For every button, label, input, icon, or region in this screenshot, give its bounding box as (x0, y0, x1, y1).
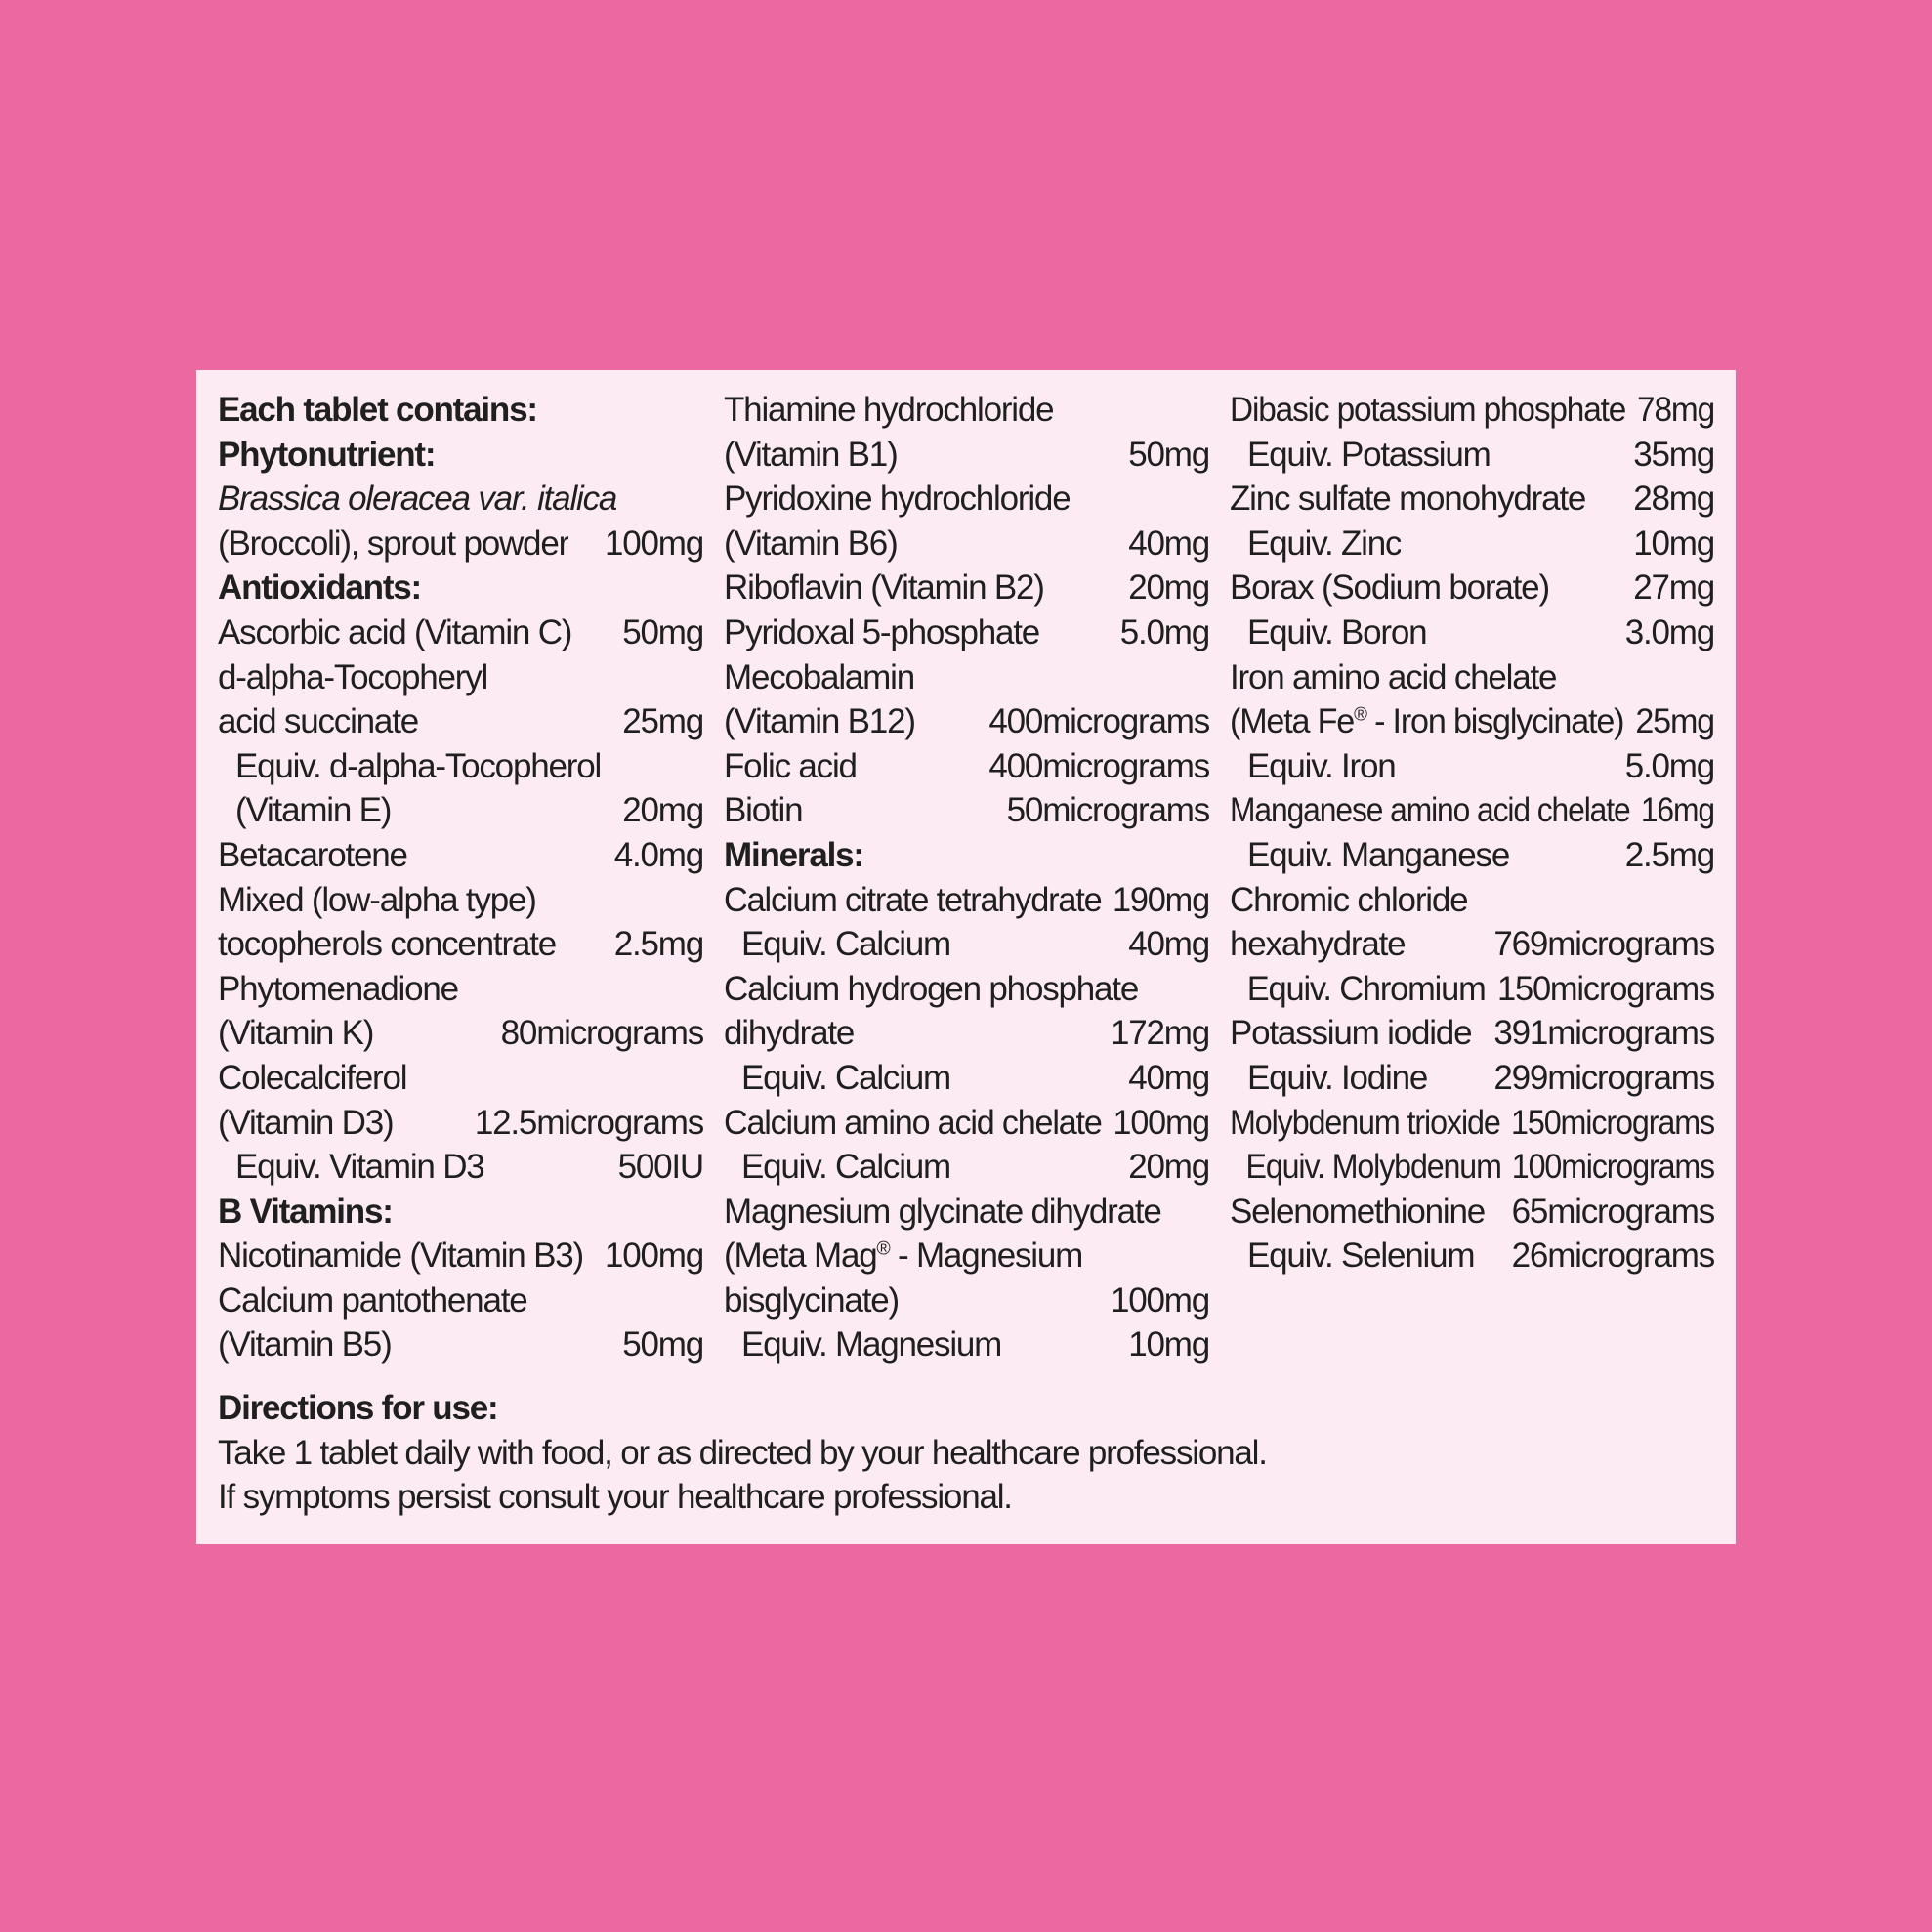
ingredient-name: (Vitamin D3) (218, 1103, 394, 1142)
ingredient-row (724, 566, 1209, 610)
ingredient-name: (Meta Fe® - Iron bisglycinate) (1230, 702, 1624, 741)
ingredient-row (1230, 522, 1714, 567)
ingredient-row (1230, 788, 1714, 833)
ingredient-amount: 100mg (1113, 1103, 1209, 1142)
ingredient-amount: 100micrograms (1511, 1148, 1714, 1187)
directions-text-1: Take 1 tablet daily with food, or as directed by your healthcare professional. (218, 1433, 1267, 1472)
ingredient-row (218, 1101, 703, 1146)
ingredient-row (218, 1056, 703, 1101)
ingredient-name: (Meta Mag® - Magnesium (724, 1237, 1083, 1276)
ingredient-row (1230, 967, 1714, 1012)
ingredient-row (724, 1279, 1209, 1323)
ingredient-name: Equiv. Manganese (1247, 835, 1510, 874)
ingredient-name: Equiv. Calcium (741, 1058, 951, 1097)
ingredient-row (724, 610, 1209, 655)
ingredient-name: Equiv. Calcium (741, 1148, 951, 1187)
ingredient-name: Betacarotene (218, 835, 407, 874)
section-heading-text: Each tablet contains: (218, 391, 537, 429)
ingredient-row (218, 655, 703, 700)
ingredient-amount: 299micrograms (1493, 1058, 1714, 1097)
ingredient-name: Equiv. Zinc (1247, 524, 1402, 563)
ingredient-row (1230, 477, 1714, 522)
ingredient-name: Folic acid (724, 746, 857, 785)
directions-line-2 (218, 1475, 1714, 1520)
ingredient-row (1230, 1011, 1714, 1056)
section-heading-text: B Vitamins: (218, 1192, 393, 1231)
ingredient-amount: 78mg (1637, 391, 1714, 429)
ingredient-amount: 10mg (1633, 524, 1714, 563)
ingredient-name: Selenomethionine (1230, 1192, 1486, 1231)
ingredient-row (1230, 833, 1714, 878)
ingredient-amount: 40mg (1128, 925, 1209, 964)
ingredient-name: Biotin (724, 791, 803, 830)
ingredient-amount: 16mg (1640, 791, 1714, 830)
ingredient-row (218, 922, 703, 967)
ingredient-amount: 26micrograms (1511, 1237, 1714, 1276)
ingredient-amount: 769micrograms (1493, 925, 1714, 964)
ingredient-row (724, 477, 1209, 522)
ingredient-name: Calcium citrate tetrahydrate (724, 880, 1102, 919)
ingredient-row (1230, 610, 1714, 655)
ingredient-name: Magnesium glycinate dihydrate (724, 1192, 1161, 1231)
ingredient-name: Mecobalamin (724, 657, 914, 696)
ingredient-name: (Vitamin K) (218, 1014, 374, 1053)
ingredient-name: Manganese amino acid chelate (1230, 791, 1630, 830)
ingredient-name: Phytomenadione (218, 969, 458, 1008)
directions-line-1 (218, 1431, 1714, 1476)
ingredient-row (724, 1190, 1209, 1235)
directions-heading (218, 1386, 1714, 1431)
ingredient-amount: 80micrograms (500, 1014, 703, 1053)
ingredient-amount: 28mg (1633, 480, 1714, 519)
ingredient-name: Pyridoxine hydrochloride (724, 480, 1071, 519)
ingredient-name: dihydrate (724, 1014, 855, 1053)
directions-text-2: If symptoms persist consult your healthcare professional. (218, 1478, 1012, 1517)
ingredient-name: Calcium amino acid chelate (724, 1103, 1102, 1142)
ingredient-amount: 100mg (604, 524, 703, 563)
ingredient-name: Iron amino acid chelate (1230, 657, 1557, 696)
ingredient-row (724, 1145, 1209, 1190)
ingredient-row (724, 433, 1209, 478)
ingredient-amount: 3.0mg (1624, 612, 1714, 651)
ingredients-panel (196, 370, 1736, 1544)
ingredient-row (724, 1056, 1209, 1101)
ingredient-name: Equiv. Calcium (741, 925, 951, 964)
ingredient-name: Mixed (low-alpha type) (218, 880, 536, 919)
ingredient-name: Brassica oleracea var. italica (218, 480, 617, 519)
ingredient-amount: 4.0mg (613, 835, 703, 874)
section-heading-text: Antioxidants: (218, 568, 422, 608)
ingredient-row (724, 878, 1209, 923)
ingredient-name: Equiv. Chromium (1246, 969, 1486, 1008)
ingredient-row (1230, 922, 1714, 967)
ingredient-amount: 20mg (1128, 568, 1209, 608)
ingredient-amount: 5.0mg (1624, 746, 1714, 785)
ingredient-amount: 20mg (1128, 1148, 1209, 1187)
ingredient-amount: 27mg (1633, 568, 1714, 608)
ingredient-amount: 50mg (1128, 435, 1209, 474)
ingredient-row (218, 788, 703, 833)
ingredient-amount: 50micrograms (1006, 791, 1209, 830)
ingredient-name: Riboflavin (Vitamin B2) (724, 568, 1044, 608)
ingredient-name: acid succinate (218, 702, 418, 741)
ingredient-amount: 400micrograms (988, 702, 1209, 741)
directions-section (218, 1386, 1714, 1520)
ingredient-amount: 12.5micrograms (474, 1103, 703, 1142)
ingredient-name: bisglycinate) (724, 1281, 899, 1320)
ingredient-amount: 65micrograms (1511, 1192, 1714, 1231)
ingredients-column-1 (218, 388, 703, 1367)
ingredient-row (724, 1011, 1209, 1056)
ingredient-row (1230, 433, 1714, 478)
ingredient-name: Colecalciferol (218, 1058, 407, 1097)
ingredient-amount: 150micrograms (1511, 1103, 1714, 1142)
ingredient-row (1230, 388, 1714, 433)
ingredient-name: tocopherols concentrate (218, 925, 556, 964)
section-heading (724, 833, 1209, 878)
ingredient-amount: 20mg (622, 791, 703, 830)
ingredient-name: (Vitamin E) (235, 791, 392, 830)
ingredient-name: Calcium hydrogen phosphate (724, 969, 1139, 1008)
ingredient-name: Equiv. d-alpha-Tocopherol (235, 746, 602, 785)
ingredient-name: (Broccoli), sprout powder (218, 524, 569, 563)
ingredient-columns (218, 388, 1714, 1365)
ingredient-name: Potassium iodide (1230, 1014, 1472, 1053)
ingredient-row (218, 1145, 703, 1190)
ingredient-row (218, 1323, 703, 1367)
ingredient-name: Borax (Sodium borate) (1230, 568, 1549, 608)
ingredient-name: (Vitamin B1) (724, 435, 898, 474)
ingredient-name: Equiv. Iodine (1247, 1058, 1428, 1097)
section-heading-text: Phytonutrient: (218, 435, 436, 474)
ingredient-name: Calcium pantothenate (218, 1281, 527, 1320)
directions-heading-text: Directions for use: (218, 1389, 498, 1427)
ingredient-amount: 400micrograms (988, 746, 1209, 785)
ingredient-amount: 40mg (1128, 1058, 1209, 1097)
section-heading (218, 433, 703, 478)
ingredient-amount: 50mg (622, 612, 703, 651)
ingredient-name: Equiv. Magnesium (741, 1325, 1002, 1365)
ingredient-row (724, 522, 1209, 567)
section-heading (218, 1190, 703, 1235)
ingredient-name: Dibasic potassium phosphate (1230, 391, 1626, 429)
ingredient-amount: 35mg (1633, 435, 1714, 474)
ingredient-row (218, 1279, 703, 1323)
ingredient-row (1230, 1056, 1714, 1101)
ingredient-row (724, 1323, 1209, 1367)
ingredient-name: Pyridoxal 5-phosphate (724, 612, 1040, 651)
ingredient-amount: 190mg (1112, 880, 1209, 919)
ingredient-amount: 25mg (622, 702, 703, 741)
ingredient-name: Equiv. Boron (1247, 612, 1427, 651)
ingredient-name: Equiv. Selenium (1247, 1237, 1475, 1276)
ingredient-row (1230, 699, 1714, 744)
ingredient-row (218, 1234, 703, 1279)
ingredient-row (218, 477, 703, 522)
ingredient-name: Equiv. Potassium (1247, 435, 1491, 474)
ingredient-row (724, 1234, 1209, 1279)
ingredient-row (218, 610, 703, 655)
section-heading-text: Minerals: (724, 835, 863, 874)
ingredient-amount: 500IU (617, 1148, 703, 1187)
ingredient-row (218, 522, 703, 567)
ingredient-name: (Vitamin B12) (724, 702, 915, 741)
ingredient-amount: 40mg (1128, 524, 1209, 563)
ingredient-amount: 100mg (1110, 1281, 1209, 1320)
ingredient-row (724, 744, 1209, 789)
ingredient-row (1230, 744, 1714, 789)
ingredient-row (1230, 566, 1714, 610)
ingredient-row (218, 1011, 703, 1056)
ingredient-name: (Vitamin B6) (724, 524, 898, 563)
ingredient-amount: 10mg (1128, 1325, 1209, 1365)
ingredient-row (218, 744, 703, 789)
ingredient-amount: 150micrograms (1496, 969, 1714, 1008)
ingredient-amount: 2.5mg (1624, 835, 1714, 874)
ingredient-amount: 50mg (622, 1325, 703, 1365)
ingredient-row (724, 788, 1209, 833)
ingredient-amount: 100mg (604, 1237, 703, 1276)
ingredient-row (1230, 655, 1714, 700)
ingredient-amount: 5.0mg (1119, 612, 1209, 651)
ingredient-row (724, 388, 1209, 433)
ingredient-row (1230, 1145, 1714, 1190)
ingredient-name: Thiamine hydrochloride (724, 391, 1054, 429)
ingredient-name: hexahydrate (1230, 925, 1406, 964)
ingredients-column-3 (1230, 388, 1714, 1279)
ingredient-name: (Vitamin B5) (218, 1325, 392, 1365)
ingredient-row (724, 922, 1209, 967)
ingredient-name: Nicotinamide (Vitamin B3) (218, 1237, 583, 1276)
ingredient-row (218, 878, 703, 923)
ingredient-row (724, 1101, 1209, 1146)
ingredient-amount: 172mg (1110, 1014, 1209, 1053)
ingredient-row (724, 699, 1209, 744)
ingredient-amount: 25mg (1635, 702, 1714, 741)
ingredient-row (218, 699, 703, 744)
ingredient-row (724, 655, 1209, 700)
ingredient-amount: 2.5mg (613, 925, 703, 964)
ingredient-name: Zinc sulfate monohydrate (1230, 480, 1586, 519)
ingredient-row (724, 967, 1209, 1012)
ingredient-name: d-alpha-Tocopheryl (218, 657, 488, 696)
section-heading (218, 566, 703, 610)
ingredient-row (1230, 1101, 1714, 1146)
ingredient-name: Ascorbic acid (Vitamin C) (218, 612, 572, 651)
ingredient-name: Equiv. Iron (1247, 746, 1396, 785)
ingredient-row (218, 967, 703, 1012)
ingredient-row (1230, 1190, 1714, 1235)
ingredient-row (218, 833, 703, 878)
ingredient-row (1230, 1234, 1714, 1279)
ingredient-name: Chromic chloride (1230, 880, 1468, 919)
ingredients-column-2 (724, 388, 1209, 1367)
ingredient-name: Equiv. Molybdenum (1245, 1148, 1501, 1187)
section-heading (218, 388, 703, 433)
ingredient-name: Equiv. Vitamin D3 (235, 1148, 484, 1187)
ingredient-row (1230, 878, 1714, 923)
ingredient-amount: 391micrograms (1493, 1014, 1714, 1053)
ingredient-name: Molybdenum trioxide (1230, 1103, 1500, 1142)
